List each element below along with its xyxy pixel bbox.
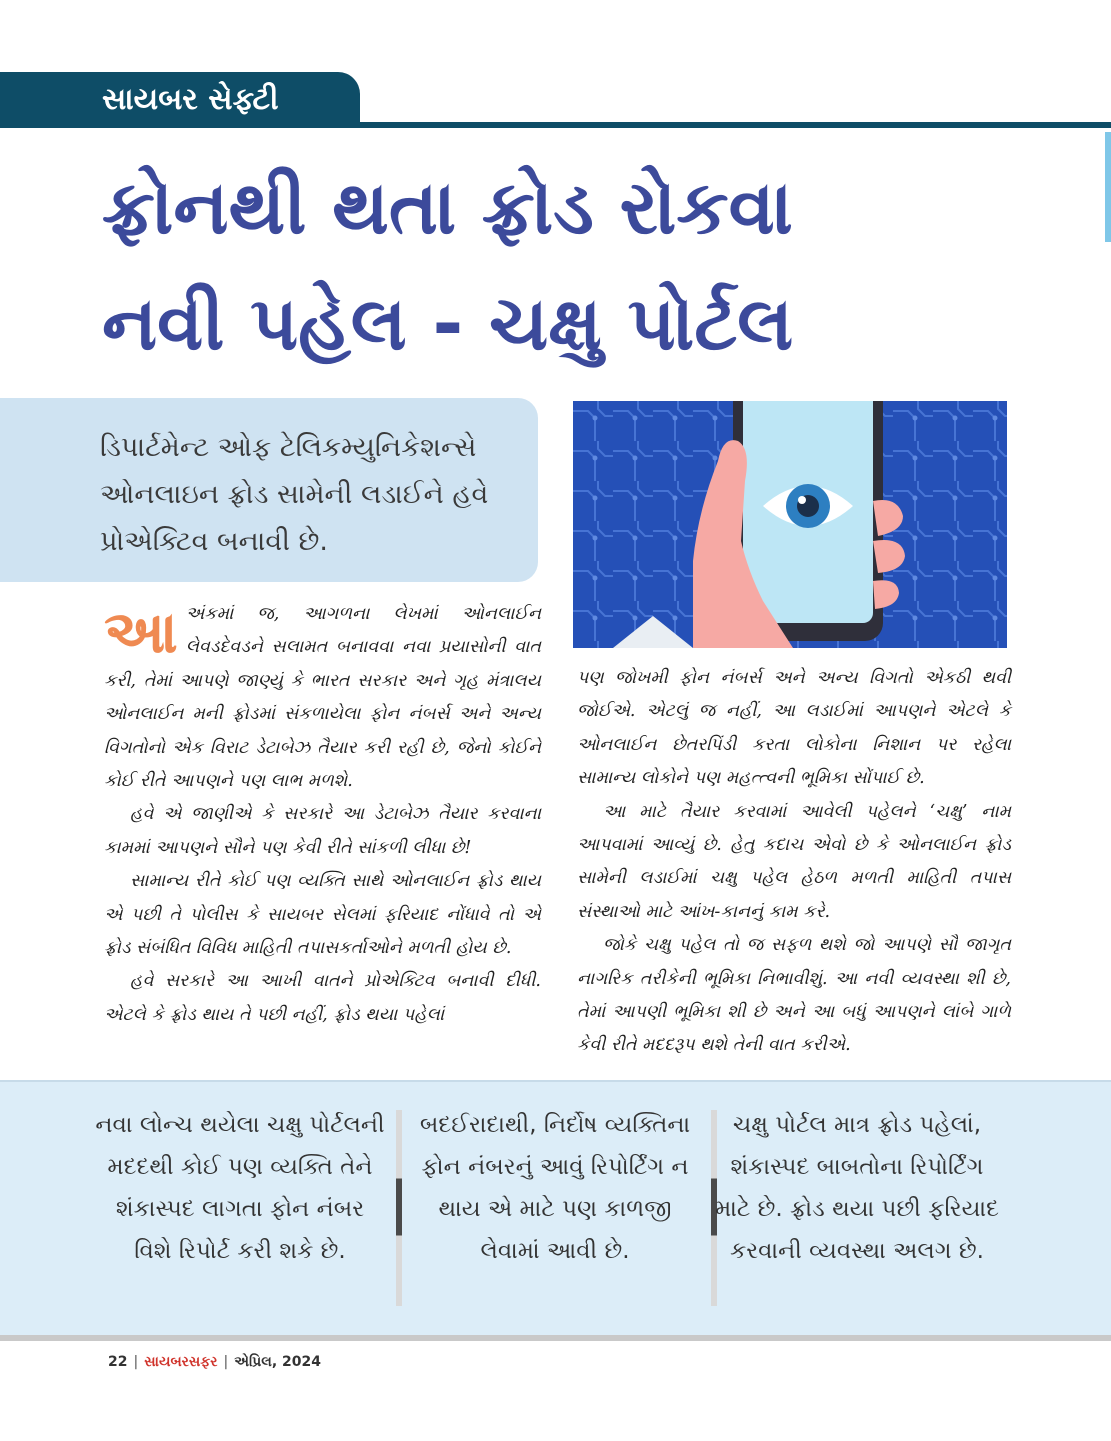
callout-2: બદઈરાદાથી, નિર્દોષ વ્યક્તિના ફોન નંબરનું આવું રિપોર્ટિંગ ન થાય એ માટે પણ કાળજી લેવામાં આવી છે. [419, 1112, 691, 1264]
section-header [0, 72, 360, 128]
subtitle-box [0, 398, 538, 582]
callout-3: ચક્ષુ પોર્ટલ માત્ર ફ્રોડ પહેલાં, શંકાસ્પદ બાબતોના રિપોર્ટિંગ માટે છે. ફ્રોડ થયા પછી ફરિયાદ કરવાની વ્યવસ્થા અલગ છે. [715, 1112, 999, 1264]
paragraph: જોકે ચક્ષુ પહેલ તો જ સફળ થશે જો આપણે સૌ જાગૃત નાગરિક તરીકેની ભૂમિકા નિભાવીશું. આ નવી વ્યવસ્થા શી છે, તેમાં આપણી ભૂમિકા શી છે અને આ બધું આપણને લાંબે ગાળે કેવી રીતે મદદરૂપ થશે તેની વાત કરીએ. [577, 935, 1011, 1056]
paragraph: પણ જોખમી ફોન નંબર્સ અને અન્ય વિગતો એકઠી થવી જોઈએ. એટલું જ નહીં, આ લડાઈમાં આપણને એટલે કે ઓનલાઈન છેતરપિંડી કરતા લોકોના નિશાન પર રહેલા સામાન્ય લોકોને પણ મહત્ત્વની ભૂમિકા સોંપાઈ છે. [577, 668, 1011, 789]
callout-divider [396, 1110, 402, 1306]
callout-band [0, 1080, 1111, 1336]
paragraph: સામાન્ય રીતે કોઈ પણ વ્યક્તિ સાથે ઓનલાઈન ફ્રોડ થાય એ પછી તે પોલીસ કે સાયબર સેલમાં ફરિયાદ નોંધાવે તો એ ફ્રોડ સંબંધિત વિવિધ માહિતી તપાસકર્તાઓને મળતી હોય છે. [104, 871, 541, 959]
issue-date: એપ્રિલ, 2024 [234, 1354, 321, 1370]
page-footer: 22 | સાયબરસફર | એપ્રિલ, 2024 [108, 1354, 321, 1370]
subtitle-text: ડિપાર્ટમેન્ટ ઓફ ટેલિકમ્યુનિકેશન્સે ઓનલાઇન ફ્રોડ સામેની લડાઈને હવે પ્રોએક્ટિવ બનાવી છે. [100, 432, 489, 557]
article-column-right [577, 662, 1011, 1063]
article-column-left [104, 598, 541, 1032]
page-edge-accent [1105, 132, 1111, 242]
phone-eye-illustration [573, 401, 1007, 648]
callout-1: નવા લોન્ચ થયેલા ચક્ષુ પોર્ટલની મદદથી કોઈ પણ વ્યક્તિ તેને શંકાસ્પદ લાગતા ફોન નંબર વિશે રિપોર્ટ કરી શકે છે. [95, 1112, 385, 1264]
article-headline [102, 150, 1082, 382]
magazine-brand: સાયબરસફર [144, 1354, 218, 1370]
paragraph: હવે એ જાણીએ કે સરકારે આ ડેટાબેઝ તૈયાર કરવાના કામમાં આપણને સૌને પણ કેવી રીતે સાંકળી લીધા છે! [104, 804, 541, 858]
paragraph: આ માટે તૈયાર કરવામાં આવેલી પહેલને ‘ચક્ષુ’ નામ આપવામાં આવ્યું છે. હેતુ કદાચ એવો છે કે ઓનલાઈન ફ્રોડ સામેની લડાઈમાં ચક્ષુ પહેલ હેઠળ મળતી માહિતી તપાસ સંસ્થાઓ માટે આંખ-કાનનું કામ કરે. [577, 801, 1011, 922]
section-rule [356, 122, 1111, 128]
drop-cap: આ [104, 598, 178, 666]
paragraph: આઅંકમાં જ, આગળના લેખમાં ઓનલાઈન લેવડદેવડને સલામત બનાવવા નવા પ્રયાસોની વાત કરી, તેમાં આપણે જાણ્યું કે ભારત સરકાર અને ગૃહ મંત્રાલય ઓનલાઈન મની ફ્રોડમાં સંકળાયેલા ફોન નંબર્સ અને અન્ય વિગતોનો એક વિરાટ ડેટાબેઝ તૈયાર કરી રહી છે, જેનો કોઈને કોઈ રીતે આપણને પણ લાભ મળશે. [104, 598, 541, 792]
bottom-rule [0, 1335, 1111, 1341]
headline-line-1: ફ્રોનથી થતા ફ્રોડ રોકવા [102, 165, 793, 251]
article-illustration [573, 401, 1007, 648]
section-label: સાયબર સેફ્ટી [102, 82, 279, 117]
page-number: 22 [108, 1354, 128, 1370]
headline-line-2: નવી પહેલ - ચક્ષુ પોર્ટલ [102, 281, 794, 367]
paragraph: હવે સરકારે આ આખી વાતને પ્રોએક્ટિવ બનાવી દીધી. એટલે કે ફ્રોડ થાય તે પછી નહીં, ફ્રોડ થયા પહેલાં [104, 971, 541, 1025]
